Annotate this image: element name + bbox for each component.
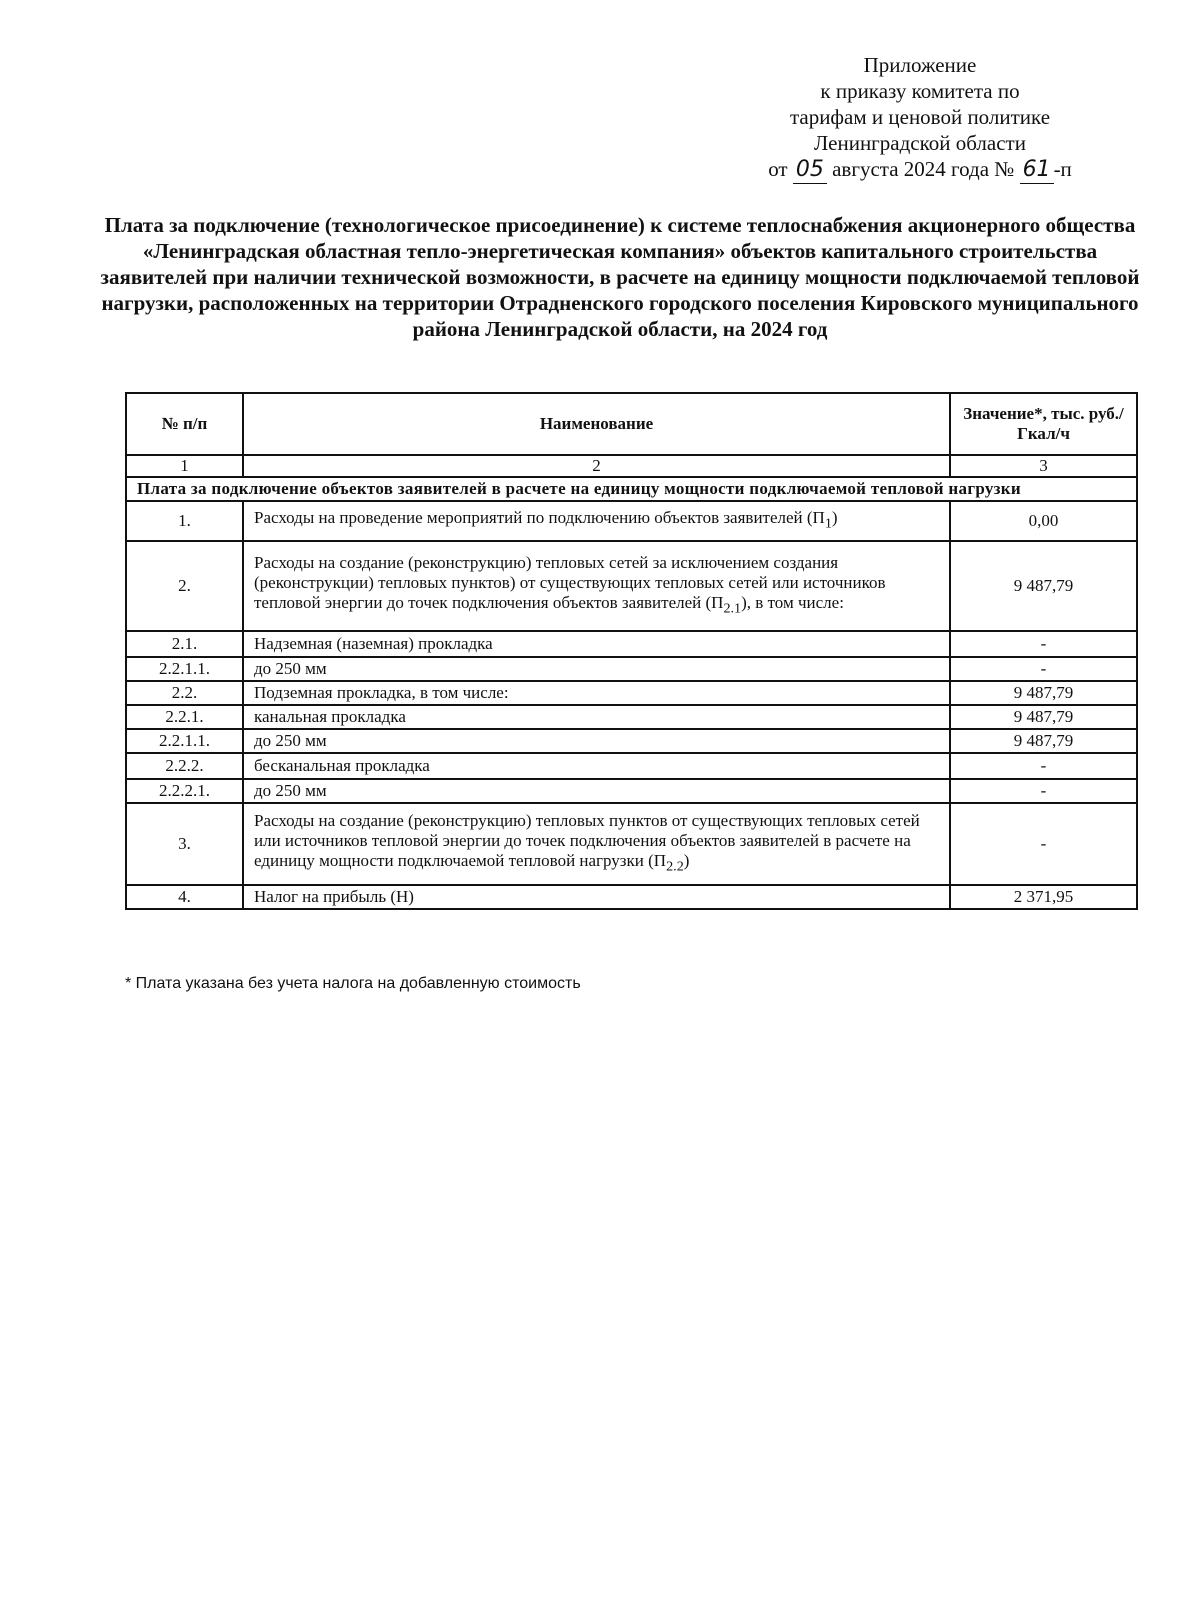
table-row [126,631,1137,657]
appendix-line: Ленинградской области [814,131,1026,155]
row-name [243,885,950,909]
row-name-text: Подземная прокладка, в том числе: [254,683,509,702]
table-header-row [126,393,1137,455]
date-prefix: от [768,157,788,181]
table-row [126,501,1137,541]
row-value: - [950,803,1137,885]
row-name [243,681,950,705]
row-number: 2.2.1. [126,705,243,729]
row-name-text: Налог на прибыль (Н) [254,887,414,906]
header-name: Наименование [243,393,950,455]
appendix-line: тарифам и ценовой политике [789,105,1051,129]
row-number: 1. [126,501,243,541]
row-name-text: до 250 мм [254,731,327,750]
row-number: 3. [126,803,243,885]
row-name-text: Надземная (наземная) прокладка [254,634,493,653]
appendix-block [700,52,1140,184]
row-name-subscript: 1 [824,515,832,532]
table-row [126,885,1137,909]
table-row [126,705,1137,729]
section-heading: Плата за подключение объектов заявителей в расчете на единицу мощности подключаемой тепловой нагрузки [126,477,1137,501]
number-suffix: -п [1053,157,1072,181]
column-number: 1 [126,455,243,477]
row-value: 2 371,95 [950,885,1137,909]
row-name-text: до 250 мм [254,781,327,800]
table-row [126,681,1137,705]
row-value: 9 487,79 [950,705,1137,729]
document-title: Плата за подключение (технологическое присоединение) к системе теплоснабжения акционерного общества «Ленинградская областная тепло-энергетическая компания» объектов капитального строительства заявителей при наличии технической возможности, в расчете на единицу мощности подключаемой тепловой нагрузки, расположенных на территории Отрадненского городского поселения Кировского муниципального района Ленинградской области, на 2024 год [100,213,1140,341]
row-number: 2.1. [126,631,243,657]
table-row [126,803,1137,885]
row-value: - [950,779,1137,803]
column-number: 2 [243,455,950,477]
row-name-text: бесканальная прокладка [254,756,430,775]
column-number: 3 [950,455,1137,477]
row-number: 2.2.2.1. [126,779,243,803]
row-name [243,631,950,657]
row-name-tail: ) [831,508,838,528]
row-value: 0,00 [950,501,1137,541]
section-row [126,477,1137,501]
row-number: 4. [126,885,243,909]
handwritten-number: 61 [1020,157,1054,184]
row-number: 2.2.1.1. [126,657,243,681]
row-number: 2.2. [126,681,243,705]
header-value: Значение*, тыс. руб./Гкал/ч [950,393,1137,455]
row-name-tail: ) [683,851,690,871]
row-number: 2. [126,541,243,631]
row-value: - [950,631,1137,657]
footnote: * Плата указана без учета налога на добавленную стоимость [125,975,581,992]
row-name-text: Расходы на создание (реконструкцию) тепловых пунктов от существующих тепловых сетей или источников тепловой энергии до точек подключения объектов заявителей в расчете на единицу мощности подключаемой тепловой нагрузки (П [254,811,920,871]
row-name-text: Расходы на проведение мероприятий по подключению объектов заявителей (П [254,508,825,528]
row-number: 2.2.2. [126,753,243,779]
row-name [243,657,950,681]
appendix-date-line [700,156,1140,184]
row-name-subscript: 2.2 [666,858,684,875]
table-row [126,779,1137,803]
tariff-table [125,392,1138,910]
column-number-row [126,455,1137,477]
table-row [126,753,1137,779]
date-middle: августа 2024 года № [832,157,1015,181]
table-row [126,541,1137,631]
row-name [243,705,950,729]
row-name-tail: ), в том числе: [741,593,844,613]
appendix-title: Приложение [863,53,977,77]
row-name [243,729,950,753]
row-name-text: до 250 мм [254,659,327,678]
row-name [243,753,950,779]
row-number: 2.2.1.1. [126,729,243,753]
row-value: - [950,657,1137,681]
handwritten-day: 05 [793,157,827,184]
appendix-line: к приказу комитета по [820,79,1020,103]
table-row [126,729,1137,753]
header-number: № п/п [126,393,243,455]
row-name [243,803,950,885]
row-value: - [950,753,1137,779]
row-value: 9 487,79 [950,729,1137,753]
row-name-text: канальная прокладка [254,707,406,726]
row-name-text: Расходы на создание (реконструкцию) тепловых сетей за исключением создания (реконструкции) тепловых пунктов) от существующих тепловых сетей или источников тепловой энергии до точек подключения объектов заявителей (П [254,553,886,613]
row-value: 9 487,79 [950,681,1137,705]
row-value: 9 487,79 [950,541,1137,631]
row-name [243,541,950,631]
row-name-subscript: 2.1 [723,600,742,617]
row-name [243,501,950,541]
table-row [126,657,1137,681]
row-name [243,779,950,803]
